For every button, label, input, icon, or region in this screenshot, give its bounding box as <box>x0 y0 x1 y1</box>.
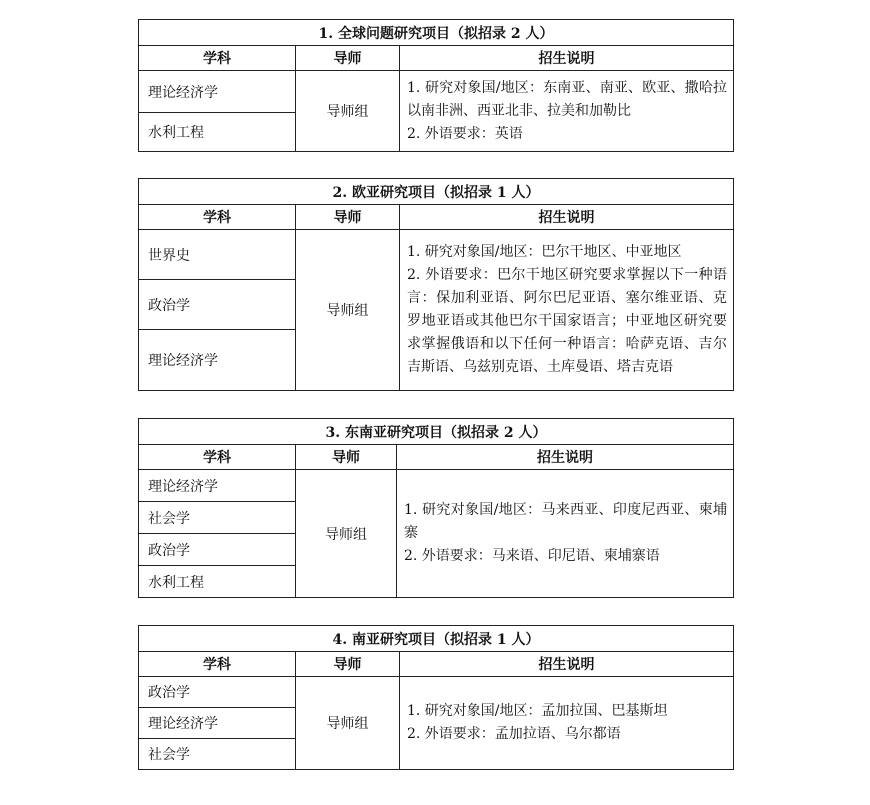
project-title: 2. 欧亚研究项目（拟招录 1 人） <box>139 179 734 205</box>
notes-cell <box>397 470 734 598</box>
subject-cell: 政治学 <box>139 677 296 708</box>
advisor-cell: 导师组 <box>296 470 397 598</box>
advisor-cell: 导师组 <box>296 230 400 391</box>
header-notes: 招生说明 <box>400 652 734 677</box>
subject-cell: 水利工程 <box>139 113 296 152</box>
header-subject: 学科 <box>139 445 296 470</box>
project-table-1 <box>138 19 734 152</box>
advisor-cell: 导师组 <box>296 71 400 152</box>
subject-cell: 理论经济学 <box>139 708 296 739</box>
notes-cell <box>400 71 734 152</box>
subject-cell: 社会学 <box>139 739 296 770</box>
subject-cell: 理论经济学 <box>139 330 296 391</box>
note-line: 1. 研究对象国/地区：马来西亚、印度尼西亚、柬埔寨 <box>404 502 727 541</box>
note-line: 2. 外语要求：巴尔干地区研究要求掌握以下一种语言：保加利亚语、阿尔巴尼亚语、塞尔维亚语、克罗地亚语或其他巴尔干国家语言；中亚地区研究要求掌握俄语和以下任何一种语言：哈萨克语、吉尔吉斯语、乌兹别克语、土库曼语、塔吉克语 <box>407 267 727 375</box>
note-line: 1. 研究对象国/地区：东南亚、南亚、欧亚、撒哈拉以南非洲、西亚北非、拉美和加勒比 <box>407 79 727 119</box>
subject-cell: 社会学 <box>139 502 296 534</box>
header-notes: 招生说明 <box>400 46 734 71</box>
header-advisor: 导师 <box>296 205 400 230</box>
project-title: 4. 南亚研究项目（拟招录 1 人） <box>139 626 734 652</box>
header-advisor: 导师 <box>296 46 400 71</box>
note-line: 2. 外语要求：孟加拉语、乌尔都语 <box>407 726 621 742</box>
subject-cell: 政治学 <box>139 280 296 330</box>
note-line: 1. 研究对象国/地区：孟加拉国、巴基斯坦 <box>407 703 668 719</box>
subject-cell: 政治学 <box>139 534 296 566</box>
note-line: 2. 外语要求：英语 <box>407 125 523 142</box>
advisor-cell: 导师组 <box>296 677 400 770</box>
project-table-2 <box>138 178 734 391</box>
notes-cell <box>400 677 734 770</box>
header-advisor: 导师 <box>296 652 400 677</box>
notes-cell <box>400 230 734 391</box>
subject-cell: 理论经济学 <box>139 470 296 502</box>
header-subject: 学科 <box>139 46 296 71</box>
note-line: 2. 外语要求：马来语、印尼语、柬埔寨语 <box>404 548 660 564</box>
project-title: 1. 全球问题研究项目（拟招录 2 人） <box>139 20 734 46</box>
header-subject: 学科 <box>139 652 296 677</box>
header-notes: 招生说明 <box>397 445 734 470</box>
header-subject: 学科 <box>139 205 296 230</box>
project-table-3 <box>138 418 734 598</box>
note-line: 1. 研究对象国/地区：巴尔干地区、中亚地区 <box>407 244 682 260</box>
project-table-4 <box>138 625 734 770</box>
project-title: 3. 东南亚研究项目（拟招录 2 人） <box>139 419 734 445</box>
subject-cell: 水利工程 <box>139 566 296 598</box>
subject-cell: 理论经济学 <box>139 71 296 113</box>
header-notes: 招生说明 <box>400 205 734 230</box>
header-advisor: 导师 <box>296 445 397 470</box>
subject-cell: 世界史 <box>139 230 296 280</box>
